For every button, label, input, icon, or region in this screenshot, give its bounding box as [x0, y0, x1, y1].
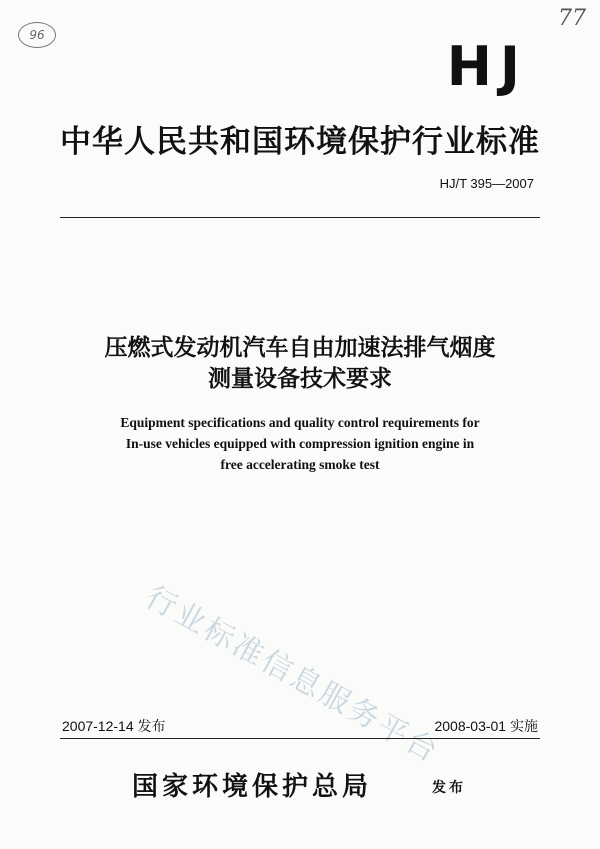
watermark: 行业标准信息服务平台 [139, 579, 446, 771]
english-title-line-1: Equipment specifications and quality control requirements for [120, 415, 480, 430]
bottom-divider [60, 738, 540, 739]
publish-label: 发布 [432, 780, 466, 796]
english-title-line-2: In-use vehicles equipped with compression ignition engine in [125, 436, 475, 451]
standard-code: HJ/T 395—2007 [439, 176, 534, 191]
chinese-title-line-2: 测量设备技术要求 [208, 366, 392, 392]
handwritten-page-number: 77 [558, 6, 586, 31]
handwritten-stamp: 96 [18, 22, 56, 48]
english-title-line-3: free accelerating smoke test [220, 457, 380, 472]
implementation-date: 2008-03-01 实施 [434, 718, 538, 734]
publisher: 国家环境保护总局 [132, 772, 373, 802]
english-title [0, 412, 600, 475]
chinese-title [0, 333, 600, 395]
chinese-title-line-1: 压燃式发动机汽车自由加速法排气烟度 [104, 335, 496, 361]
hj-logo: HJ [446, 35, 528, 98]
top-divider [60, 217, 540, 218]
organization-title: 中华人民共和国环境保护行业标准 [60, 124, 540, 160]
issue-date: 2007-12-14 发布 [62, 718, 166, 734]
